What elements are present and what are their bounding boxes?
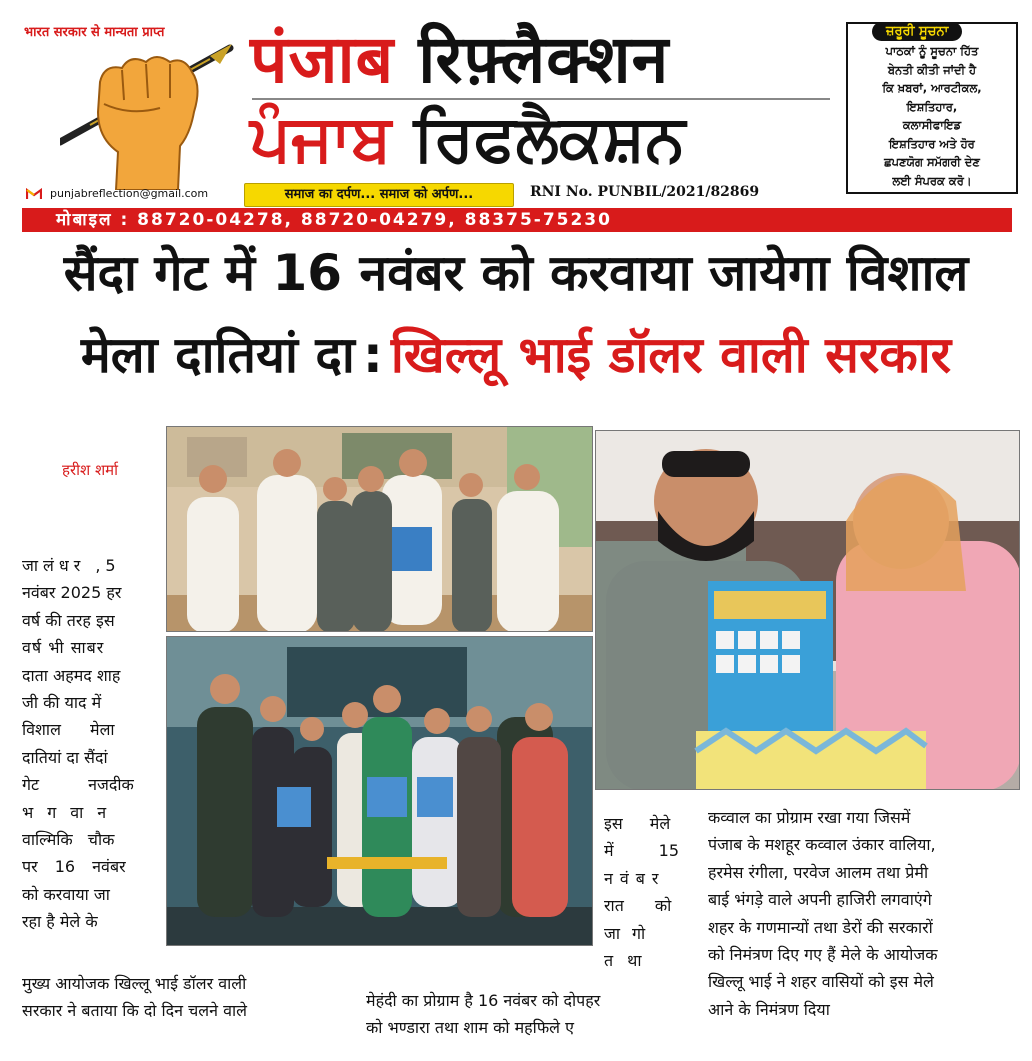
article-column-2-tail (366, 987, 696, 1042)
article-line: हरमेस रंगीला, परवेज आलम तथा प्रेमी (708, 862, 929, 882)
headline-prefix: मेला दातियां दा (80, 326, 355, 384)
article-column-1 (22, 552, 162, 936)
notice-line: ਇਸ਼ਤਿਹਾਰ, (906, 99, 958, 114)
title-punjabi-black: ਰਿਫਲੈਕਸ਼ਨ (413, 102, 686, 176)
rni-number: RNI No. PUNBIL/2021/82869 (530, 184, 760, 200)
notice-line: ਕਲਾਸੀਫਾਇਡ (902, 118, 962, 132)
email-row (26, 187, 208, 200)
masthead-title-hindi (250, 20, 830, 100)
pen-fist-logo-icon (60, 42, 235, 190)
mobile-numbers-bar: मोबाइल : 88720-04278, 88720-04279, 88375-75230 (22, 208, 1012, 232)
article-line: वाल्मिकि चौक (22, 830, 115, 850)
tagline-badge: समाज का दर्पण... समाज को अर्पण... (244, 183, 514, 207)
notice-line: ਪਾਠਕਾਂ ਨੂੰ ਸੂਚਨਾ ਹਿੱਤ (885, 44, 979, 58)
article-line: पर 16 नवंबर (22, 857, 126, 877)
article-line: नवंबर 2025 हर (22, 583, 122, 603)
article-line: जागो (604, 923, 658, 943)
masthead-title-punjabi (250, 100, 830, 178)
article-column-2 (604, 810, 696, 974)
headline-line-1: सैंदा गेट में 16 नवंबर को करवाया जायेगा विशाल (63, 244, 969, 302)
article-line: तथा (604, 951, 656, 971)
article-line: नवंबर (604, 868, 666, 888)
notice-line: ਛਪਣਯੋਗ ਸਮੱਗਰੀ ਦੇਣ (884, 155, 980, 169)
article-line: जालंधर ,5 (22, 556, 121, 575)
article-line: मेहंदी का प्रोग्राम है 16 नवंबर को दोपहर (366, 991, 601, 1010)
duo-photo-poster (595, 430, 1020, 790)
article-line: आने के निमंत्रण दिया (708, 999, 830, 1019)
article-line: दातियां दा सैंदां (22, 747, 108, 767)
article-line: बाई भंगड़े वाले अपनी हाजिरी लगवाएंगे (708, 890, 932, 910)
title-hindi-black: रिफ़्लैक्शन (418, 21, 670, 98)
article-line: वर्ष भी साबर (22, 638, 105, 658)
notice-text (854, 42, 1010, 190)
article-line: में 15 (604, 841, 680, 861)
notice-line: ਬੇਨਤੀ ਕੀਤੀ ਜਾਂਦੀ ਹੈ (887, 62, 977, 77)
article-line: खिल्लू भाई ने शहर वासियों को इस मेले (708, 972, 934, 992)
article-column-1-tail (22, 970, 342, 1025)
headline-line-2 (0, 322, 1032, 388)
article-line: मुख्य आयोजक खिल्लू भाई डॉलर वाली (22, 974, 247, 993)
title-hindi-red: पंजाब (250, 21, 395, 98)
headline-highlight: खिल्लू भाई डॉलर वाली सरकार (390, 326, 952, 384)
article-line: दाता अहमद शाह (22, 665, 121, 685)
article-line: रात को (604, 896, 672, 916)
author-byline: हरीश शर्मा (62, 461, 119, 479)
article-line: शहर के गणमान्यों तथा डेरों की सरकारों (708, 917, 933, 937)
article-line: कव्वाल का प्रोग्राम रखा गया जिसमें (708, 808, 911, 827)
group-photo-dargah (166, 636, 593, 946)
title-punjabi-red: ਪੰਜਾਬ (250, 102, 392, 176)
recognition-text: भारत सरकार से मान्यता प्राप्त (24, 25, 165, 40)
notice-line: ਲਈ ਸੰਪਰਕ ਕਰੋ। (892, 173, 972, 188)
important-notice-box (846, 22, 1018, 194)
gmail-icon (26, 188, 42, 200)
article-line: जी की याद में (22, 693, 102, 713)
article-line: को करवाया जा (22, 884, 110, 904)
article-line: भगवान (22, 802, 121, 822)
article-line: सरकार ने बताया कि दो दिन चलने वाले (22, 1001, 248, 1021)
article-line: गेट नजदीक (22, 775, 134, 795)
article-line: इस मेले (604, 814, 671, 833)
article-line: रहा है मेले के (22, 912, 98, 932)
notice-line: ਇਸ਼ਤਿਹਾਰ ਅਤੇ ਹੋਰ (889, 136, 975, 151)
article-line: वर्ष की तरह इस (22, 610, 115, 630)
group-photo-office (166, 426, 593, 632)
article-line: पंजाब के मशहूर कव्वाल उंकार वालिया, (708, 835, 936, 855)
notice-line: ਕਿ ਖ਼ਬਰਾਂ, ਆਰਟੀਕਲ, (882, 81, 982, 95)
article-line: को भण्डारा तथा शाम को महफिले ए (366, 1018, 574, 1038)
headline-colon: : (362, 326, 383, 384)
article-line: विशाल मेला (22, 720, 115, 740)
notice-label: ਜ਼ਰੂਰੀ ਸੂਚਨਾ (872, 22, 962, 41)
article-line: को निमंत्रण दिए गए हैं मेले के आयोजक (708, 945, 938, 965)
email-address[interactable]: punjabreflection@gmail.com (50, 187, 209, 200)
article-column-3 (708, 804, 1018, 1023)
